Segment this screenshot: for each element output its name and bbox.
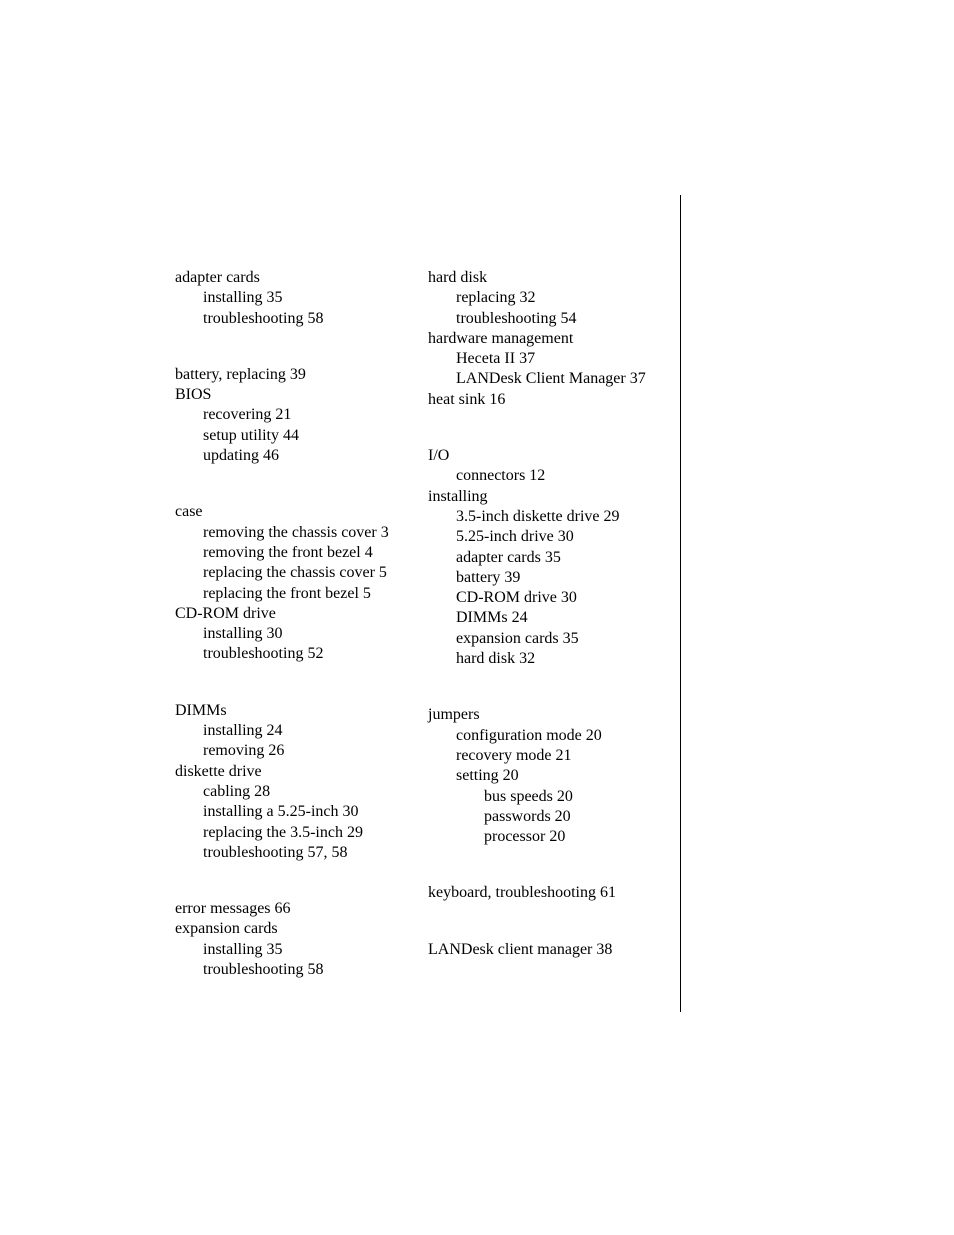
index-subentry: cabling 28 [203,782,271,800]
index-subentry: CD-ROM drive 30 [456,589,577,607]
index-entry: LANDesk client manager 38 [428,940,613,958]
index-subentry: troubleshooting 58 [203,309,324,327]
index-subentry: connectors 12 [456,467,546,485]
index-subentry: troubleshooting 57, 58 [203,843,348,861]
index-subentry: replacing the chassis cover 5 [203,564,387,582]
index-letter-group [175,268,389,329]
index-column-left [175,268,389,1016]
index-entry: heat sink 16 [428,390,506,408]
index-entry: error messages 66 [175,900,291,918]
index-letter-group [428,268,646,410]
index-entry: I/O [428,447,450,465]
index-subentry: hard disk 32 [456,650,536,668]
index-entry: DIMMs [175,701,227,719]
index-entry: hardware management [428,329,574,347]
index-entry: adapter cards [175,269,260,286]
index-subentry: adapter cards 35 [456,548,561,566]
index-subentry: battery 39 [456,568,521,586]
index-subentry: replacing the 3.5-inch 29 [203,823,363,841]
index-entry: installing [428,487,488,505]
index-subentry: recovery mode 21 [456,746,572,764]
index-subentry: setting 20 [456,767,519,785]
index-entry: keyboard, troubleshooting 61 [428,884,616,902]
index-subentry: 3.5-inch diskette drive 29 [456,507,620,525]
index-entry: expansion cards [175,920,278,938]
index-subentry: LANDesk Client Manager 37 [456,370,646,388]
index-subentry: removing the front bezel 4 [203,543,373,561]
index-subentry: troubleshooting 54 [456,309,577,327]
index-subentry: installing 35 [203,289,283,307]
index-entry: jumpers [428,706,480,724]
index-letter-group [428,446,646,669]
index-letter-group [175,502,389,664]
index-subentry: expansion cards 35 [456,629,579,647]
index-subentry: troubleshooting 52 [203,645,324,663]
column-divider-rule [680,195,681,1012]
index-subentry: passwords 20 [484,807,571,825]
index-subentry: removing 26 [203,742,285,760]
index-subentry: troubleshooting 58 [203,961,324,979]
index-subentry: updating 46 [203,447,279,465]
index-letter-group [428,883,646,903]
index-subentry: replacing the front bezel 5 [203,584,371,602]
index-subentry: Heceta II 37 [456,350,536,368]
index-entry: diskette drive [175,762,262,780]
index-subentry: 5.25-inch drive 30 [456,528,574,546]
index-letter-group [175,899,389,980]
index-subentry: replacing 32 [456,289,536,307]
index-subentry: setup utility 44 [203,426,299,444]
index-subentry: removing the chassis cover 3 [203,523,389,541]
index-subentry: bus speeds 20 [484,787,573,805]
index-entry: battery, replacing 39 [175,365,306,383]
index-letter-group [175,365,389,466]
index-entry: case [175,503,203,521]
index-entry: hard disk [428,269,488,286]
index-subentry: installing a 5.25-inch 30 [203,803,359,821]
index-letter-group [175,701,389,863]
index-subentry: recovering 21 [203,406,292,424]
index-letter-group [428,705,646,847]
index-subentry: installing 35 [203,940,283,958]
index-subentry: installing 24 [203,722,283,740]
index-entry: CD-ROM drive [175,604,276,622]
index-column-right [428,268,646,996]
index-subentry: processor 20 [484,828,566,846]
index-subentry: configuration mode 20 [456,726,602,744]
index-subentry: installing 30 [203,625,283,643]
index-entry: BIOS [175,386,212,404]
index-subentry: DIMMs 24 [456,609,528,627]
index-letter-group [428,940,646,960]
